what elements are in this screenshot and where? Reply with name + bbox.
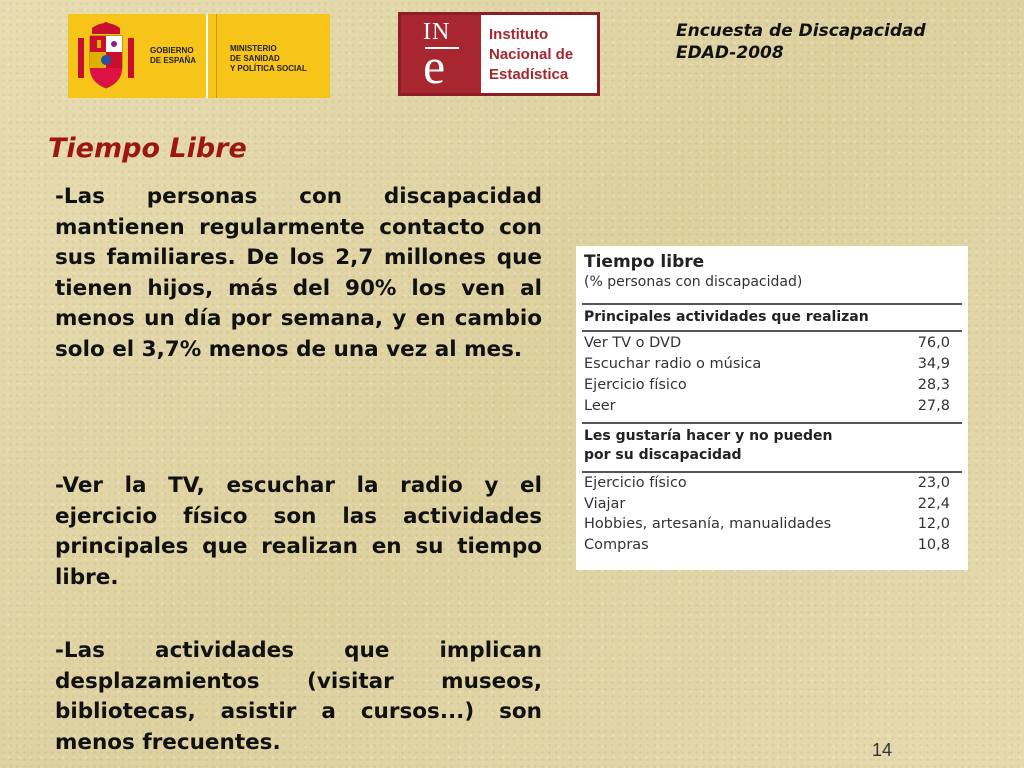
row-label: Ejercicio físico bbox=[584, 377, 687, 393]
row-label: Hobbies, artesanía, manualidades bbox=[584, 516, 832, 532]
gobierno-espana-logo bbox=[68, 14, 330, 98]
ine-mark bbox=[401, 15, 481, 93]
page-title: Tiempo Libre bbox=[48, 133, 247, 164]
row-value: 27,8 bbox=[917, 398, 950, 414]
row-value: 76,0 bbox=[917, 335, 950, 351]
ine-logo bbox=[398, 12, 600, 96]
table-row bbox=[584, 537, 950, 557]
row-value: 12,0 bbox=[917, 516, 950, 532]
paragraph-family-contact: -Las personas con discapacidad mantienen regularmente contacto con sus familiares. De los 2,7 millones que tienen hijos, más del 90% los ven al menos un día por semana, y en cambio solo el 3,7% menos de una vez al mes. bbox=[55, 184, 542, 362]
row-label: Ejercicio físico bbox=[584, 475, 687, 491]
logo-divider bbox=[206, 14, 208, 98]
ine-mark-e: e bbox=[423, 38, 446, 94]
row-value: 34,9 bbox=[917, 356, 950, 372]
row-label: Compras bbox=[584, 537, 649, 553]
logo-divider-line bbox=[216, 14, 217, 98]
table-row bbox=[584, 335, 950, 355]
table-rule bbox=[582, 330, 962, 332]
table-row bbox=[584, 356, 950, 376]
leisure-stats-table bbox=[576, 246, 968, 570]
row-label: Viajar bbox=[584, 496, 626, 512]
row-label: Ver TV o DVD bbox=[584, 335, 682, 351]
row-value: 28,3 bbox=[917, 377, 950, 393]
table-rule bbox=[582, 303, 962, 305]
paragraph-main-activities: -Ver la TV, escuchar la radio y el ejercicio físico son las actividades principales que realizan en su tiempo libre. bbox=[55, 473, 542, 590]
table-row bbox=[584, 475, 950, 495]
row-value: 22,4 bbox=[917, 496, 950, 512]
table-section-heading: Les gustaría hacer y no pueden por su discapacidad bbox=[584, 428, 833, 463]
page-number: 14 bbox=[872, 740, 893, 760]
table-row bbox=[584, 377, 950, 397]
survey-title: Encuesta de Discapacidad EDAD-2008 bbox=[676, 21, 926, 63]
coat-of-arms-icon bbox=[76, 20, 136, 92]
table-subtitle: (% personas con discapacidad) bbox=[584, 274, 803, 290]
table-title: Tiempo libre bbox=[584, 252, 705, 272]
table-row bbox=[584, 516, 950, 536]
row-label: Escuchar radio o música bbox=[584, 356, 762, 372]
row-value: 10,8 bbox=[917, 537, 950, 553]
table-rule bbox=[582, 471, 962, 473]
ine-name: Instituto Nacional de Estadística bbox=[489, 26, 574, 83]
ine-mark-in: IN bbox=[423, 19, 451, 45]
paragraph-travel-activities: -Las actividades que implican desplazamientos (visitar museos, bibliotecas, asistir a cursos...) son menos frecuentes. bbox=[55, 638, 542, 755]
table-row bbox=[584, 398, 950, 418]
ministerio-text: MINISTERIO DE SANIDAD Y POLÍTICA SOCIAL bbox=[230, 44, 307, 73]
gobierno-text: GOBIERNO DE ESPAÑA bbox=[150, 46, 197, 65]
row-label: Leer bbox=[584, 398, 616, 414]
table-row bbox=[584, 496, 950, 516]
row-value: 23,0 bbox=[917, 475, 950, 491]
table-rule bbox=[582, 422, 962, 424]
table-section-heading: Principales actividades que realizan bbox=[584, 309, 869, 325]
